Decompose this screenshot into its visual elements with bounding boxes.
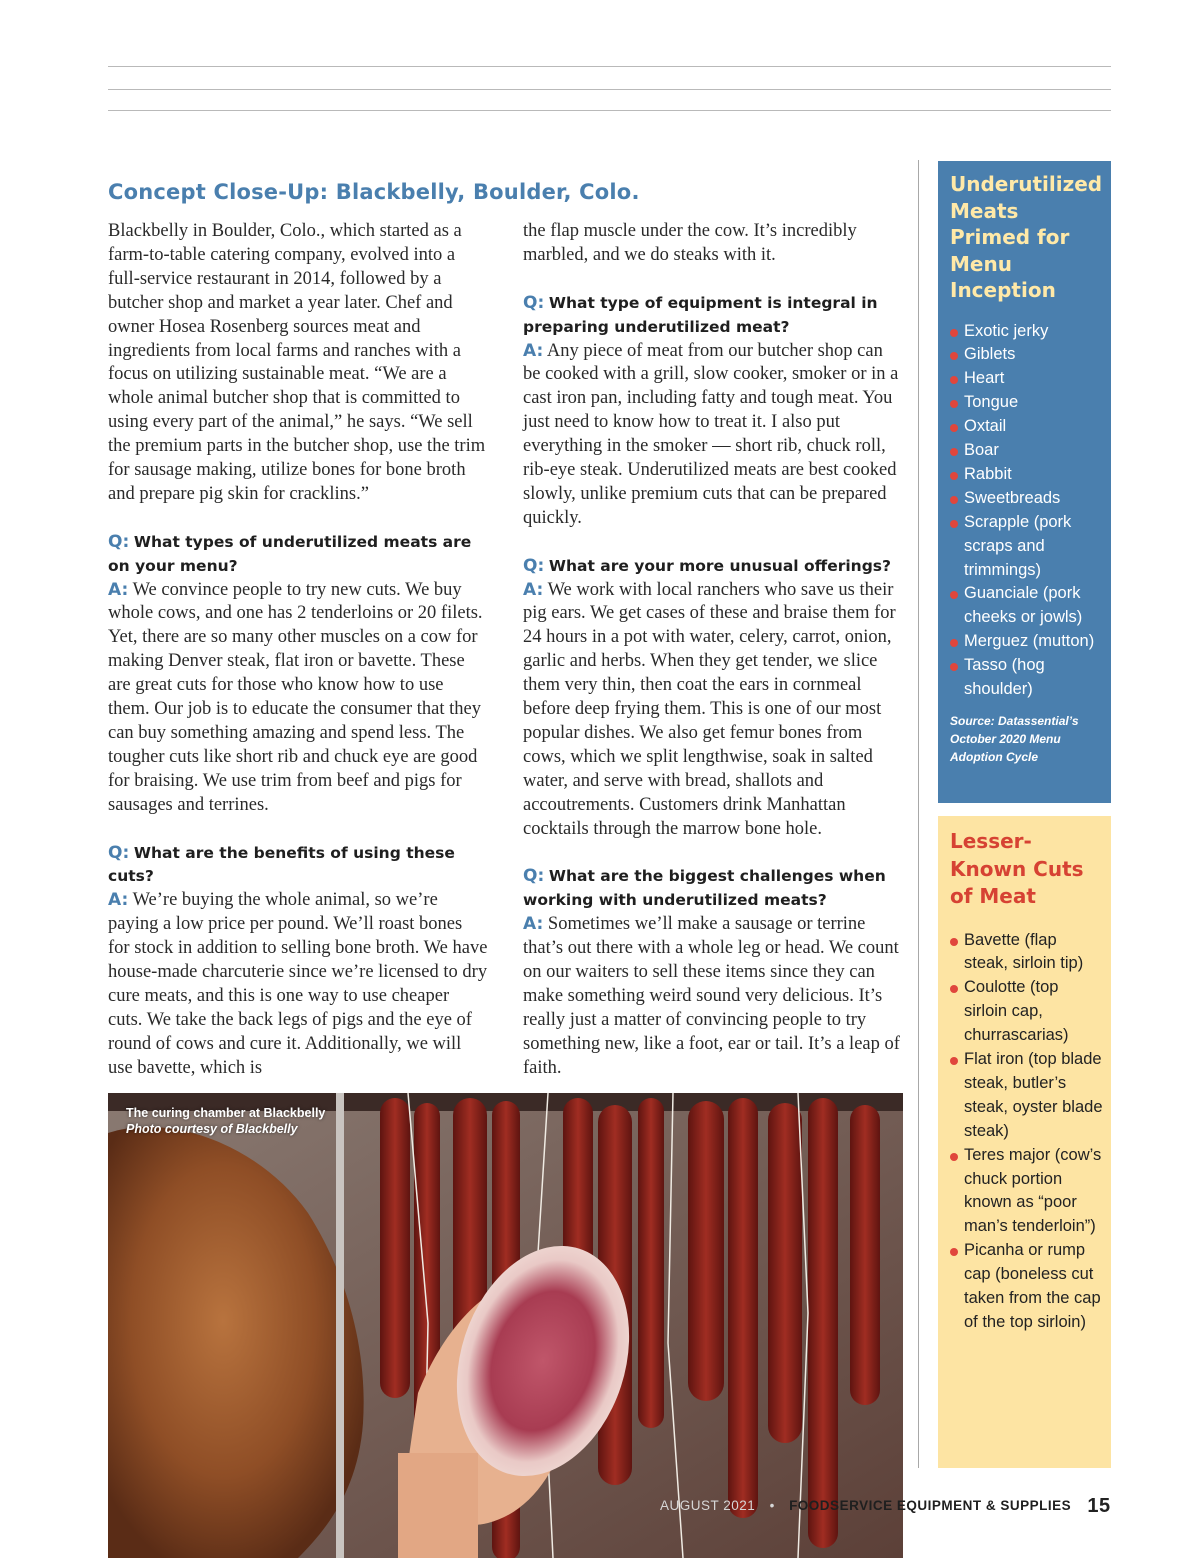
bullet-icon: [950, 520, 958, 528]
a-label: A:: [523, 340, 544, 361]
bullet-icon: [950, 663, 958, 671]
qa-block-1: [108, 531, 488, 818]
q-label: Q:: [108, 531, 130, 552]
list-item: Heart: [950, 367, 1103, 391]
list-item: Bavette (flap steak, sirloin tip): [950, 929, 1103, 977]
list-item: Exotic jerky: [950, 320, 1103, 344]
list-item: Rabbit: [950, 463, 1103, 487]
list-item: Flat iron (top blade steak, butler’s steak, oyster blade steak): [950, 1048, 1103, 1144]
answer-text: We work with local ranchers who save us their pig ears. We get cases of these and braise them for 24 hours in a pot with water, celery, carrot, onion, garlic and herbs. When they get tender, we slice them very thin, then coat the ears in cornmeal before deep frying them. This is one of our most popular dishes. We also get femur bones from cows, which we split lengthwise, soak in salted water, and serve with bread, shallots and accoutrements. Customers drink Manhattan cocktails through the marrow bone hole.: [523, 579, 896, 839]
publication-name: FOODSERVICE EQUIPMENT & SUPPLIES: [789, 1498, 1072, 1513]
top-rule-3: [108, 110, 1111, 111]
article-column-2: [523, 220, 903, 1104]
answer-text: We’re buying the whole animal, so we’re paying a low price per pound. We’ll roast bones for stock in addition to selling bone broth. We have house-made charcuterie since we’re licensed to dry cure meats, and this is one way to use cheaper cuts. We take the back legs of pigs and the eye of round of cows and cure it. Additionally, we will use bavette, which is: [108, 890, 488, 1078]
bullet-icon: [950, 472, 958, 480]
list-item: Coulotte (top sirloin cap, churrascarias): [950, 976, 1103, 1048]
qa-block-2: [108, 842, 488, 1081]
underutilized-meats-list: [950, 320, 1103, 703]
question-text: What are the benefits of using these cuts?: [108, 843, 455, 886]
list-item: Oxtail: [950, 415, 1103, 439]
footer-separator: •: [769, 1498, 775, 1513]
qa-block-5: [523, 865, 903, 1080]
continued-paragraph: the flap muscle under the cow. It’s incredibly marbled, and we do steaks with it.: [523, 221, 857, 265]
a-label: A:: [108, 890, 129, 911]
page-footer: [660, 1495, 1111, 1518]
bullet-icon: [950, 376, 958, 384]
list-item: Guanciale (pork cheeks or jowls): [950, 582, 1103, 630]
intro-paragraph: Blackbelly in Boulder, Colo., which started as a farm-to-table catering company, evolved into a full-service restaurant in 2014, followed by a butcher shop and market a year later. Chef and owner Hosea Rosenberg sources meat and ingredients from local farms and ranches with a focus on utilizing sustainable meat. “We are a whole animal butcher shop that is committed to using every part of the animal,” he says. “We sell the premium parts in the butcher shop, use the trim for sausage making, utilize bones for bone broth and prepare pig skin for cracklins.”: [108, 221, 486, 504]
photo-credit: Photo courtesy of Blackbelly: [126, 1122, 298, 1136]
sidebar-underutilized-meats: [938, 161, 1111, 803]
bullet-icon: [950, 1153, 958, 1161]
q-label: Q:: [523, 292, 545, 313]
bullet-icon: [950, 938, 958, 946]
bullet-icon: [950, 329, 958, 337]
bullet-icon: [950, 352, 958, 360]
bullet-icon: [950, 985, 958, 993]
hook-rod: [336, 1093, 344, 1558]
sidebar-lesser-known-cuts: [938, 816, 1111, 1468]
bullet-icon: [950, 400, 958, 408]
list-item: Boar: [950, 439, 1103, 463]
qa-block-4: [523, 555, 903, 842]
a-label: A:: [523, 579, 544, 600]
question-text: What are the biggest challenges when working with underutilized meats?: [523, 867, 886, 910]
q-label: Q:: [523, 555, 545, 576]
list-item: Picanha or rump cap (boneless cut taken from the cap of the top sirloin): [950, 1239, 1103, 1335]
list-item: Merguez (mutton): [950, 630, 1103, 654]
bullet-icon: [950, 448, 958, 456]
sidebar-title: Underutilized Meats Primed for Menu Inception: [950, 172, 1103, 302]
sidebar-title: Lesser-Known Cuts of Meat: [950, 829, 1084, 908]
list-item: Sweetbreads: [950, 487, 1103, 511]
top-rule-1: [108, 66, 1111, 67]
bullet-icon: [950, 496, 958, 504]
photo-illustration: [108, 1093, 903, 1558]
caption-text: The curing chamber at Blackbelly: [126, 1106, 326, 1120]
list-item: Giblets: [950, 343, 1103, 367]
column-divider: [918, 160, 919, 1468]
q-label: Q:: [523, 866, 545, 887]
a-label: A:: [108, 579, 129, 600]
bullet-icon: [950, 591, 958, 599]
list-item: Tasso (hog shoulder): [950, 654, 1103, 702]
bullet-icon: [950, 1057, 958, 1065]
bullet-icon: [950, 639, 958, 647]
question-text: What type of equipment is integral in preparing underutilized meat?: [523, 293, 878, 336]
question-text: What types of underutilized meats are on your menu?: [108, 532, 472, 575]
photo-caption: [126, 1105, 325, 1137]
qa-block-3: [523, 292, 903, 531]
list-item: Scrapple (pork scraps and trimmings): [950, 511, 1103, 583]
answer-text: Sometimes we’ll make a sausage or terrine that’s out there with a whole leg or head. We count on our waiters to sell these items since they can make something weird sound very delicious. It’s really just a matter of convincing people to try something new, like a foot, ear or tail. It’s a leap of faith.: [523, 914, 900, 1078]
article-title: Concept Close-Up: Blackbelly, Boulder, Colo.: [108, 180, 640, 204]
issue-date: AUGUST 2021: [660, 1498, 756, 1513]
sidebar-source: Source: Datassential’s October 2020 Menu Adoption Cycle: [950, 714, 1079, 764]
list-item: Tongue: [950, 391, 1103, 415]
question-text: What are your more unusual offerings?: [548, 556, 892, 575]
lesser-known-cuts-list: [950, 929, 1103, 1335]
bullet-icon: [950, 424, 958, 432]
q-label: Q:: [108, 842, 130, 863]
answer-text: Any piece of meat from our butcher shop can be cooked with a grill, slow cooker, smoker or in a cast iron pan, including fatty and tough meat. You just need to know how to treat it. I also put everything in the smoker — short rib, chuck roll, rib-eye steak. Underutilized meats are best cooked slowly, unlike premium cuts that can be prepared quickly.: [523, 340, 899, 528]
page-number: 15: [1087, 1495, 1111, 1517]
top-rule-2: [108, 89, 1111, 90]
bullet-icon: [950, 1248, 958, 1256]
list-item: Teres major (cow’s chuck portion known as “poor man’s tenderloin”): [950, 1144, 1103, 1240]
answer-text: We convince people to try new cuts. We buy whole cows, and one has 2 tenderloins or 20 filets. Yet, there are so many other muscles on a cow for making Denver steak, flat iron or bavette. These are great cuts for those who know how to use them. Our job is to educate the consumer that they can buy something amazing and spend less. The tougher cuts like short rib and chuck eye are good for braising. We use trim from beef and pigs for sausages and terrines.: [108, 579, 483, 815]
article-column-1: [108, 220, 488, 1104]
curing-chamber-photo: [108, 1093, 903, 1558]
a-label: A:: [523, 914, 544, 935]
